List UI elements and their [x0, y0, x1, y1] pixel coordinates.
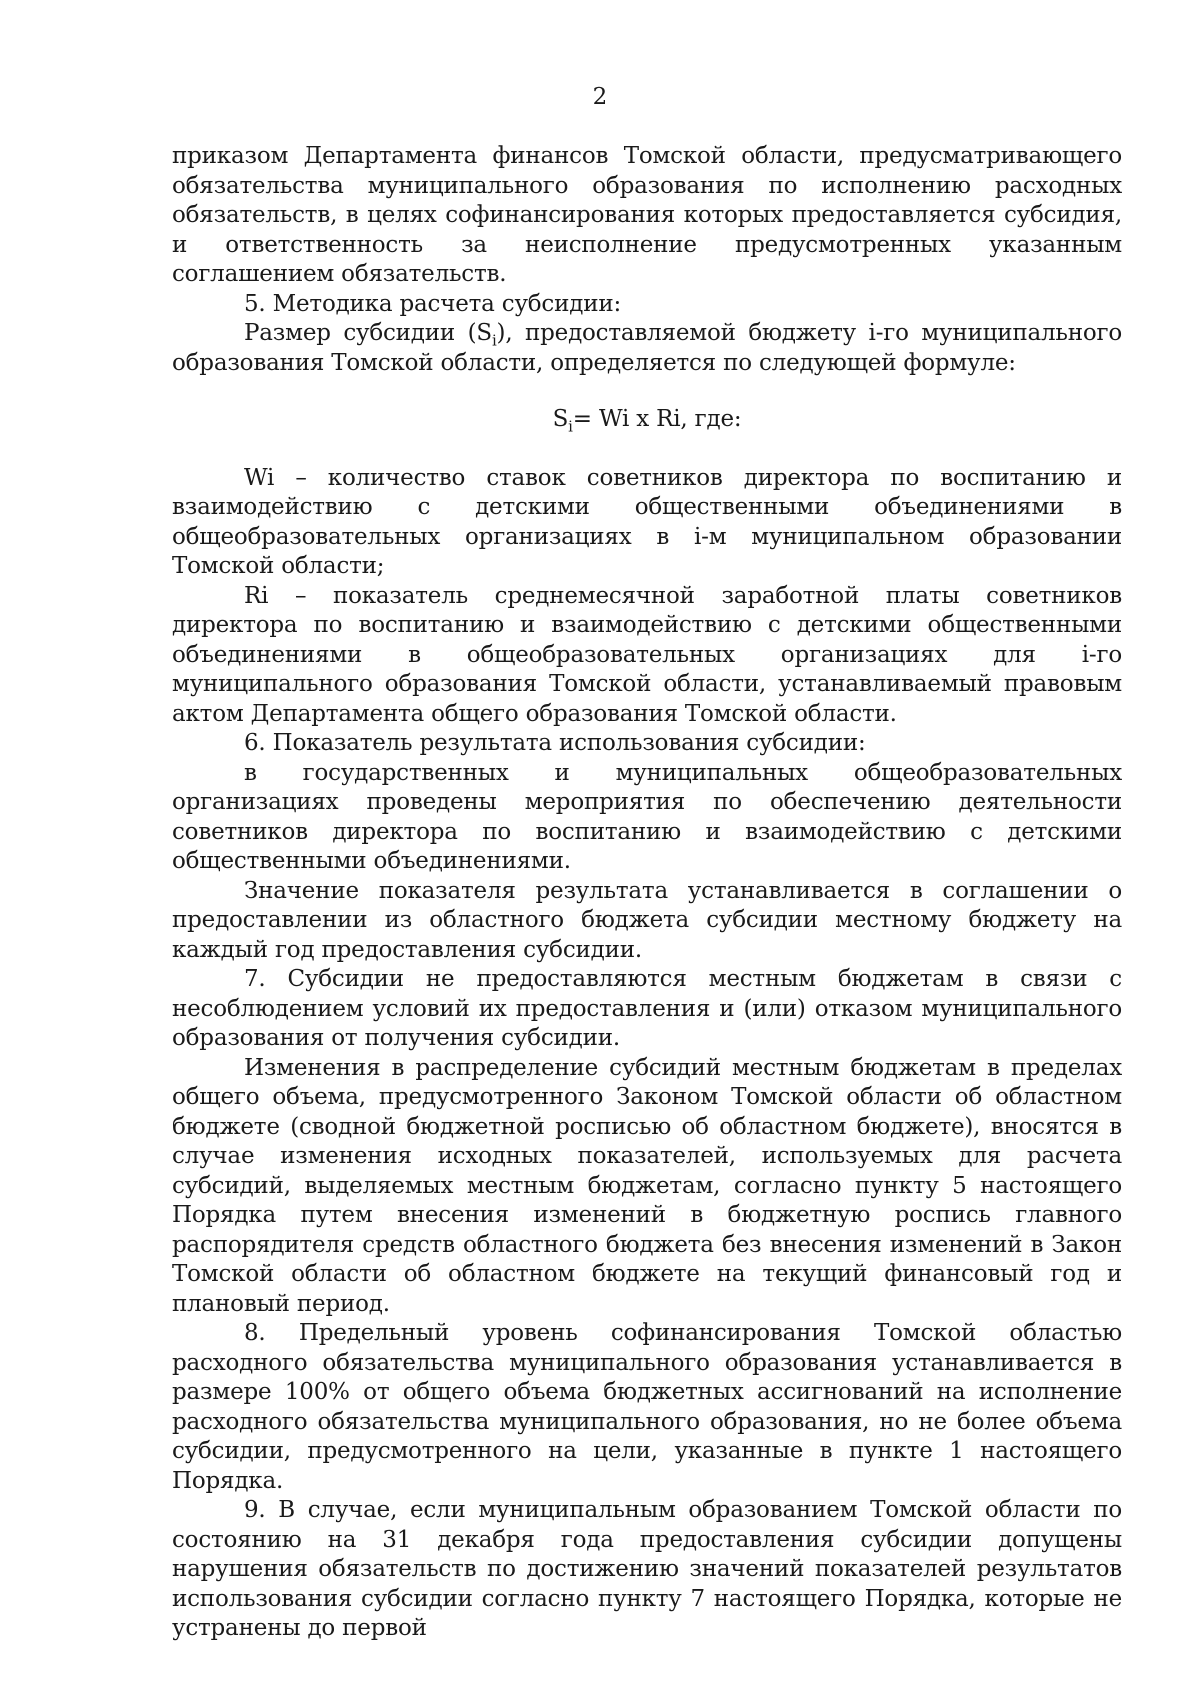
paragraph-subsidy-size [172, 319, 1122, 378]
paragraph-indicator-value: Значение показателя результата устанавливается в соглашении о предоставлении из областного бюджета субсидии местному бюджету на каждый год предоставления субсидии. [172, 877, 1122, 963]
formula-subscript: i [568, 417, 573, 436]
subsidy-size-text-end: ), предоставляемой бюджету i-го муниципального образования Томской области, определяется по следующей формуле: [172, 320, 1122, 376]
paragraph-wi-definition: Wi – количество ставок советников директора по воспитанию и взаимодействию с детскими общественными объединениями в общеобразовательных организациях в i-м муниципальном образовании Томской области; [172, 464, 1122, 579]
section-8-paragraph: 8. Предельный уровень софинансирования Томской областью расходного обязательства муниципального образования устанавливается в размере 100% от общего объема бюджетных ассигнований на исполнение расходного обязательства муниципального образования, но не более объема субсидии, предусмотренного на цели, указанные в пункте 1 настоящего Порядка. [172, 1320, 1122, 1494]
formula-symbol: S [552, 406, 569, 432]
section-6-heading: 6. Показатель результата использования субсидии: [244, 730, 866, 756]
page-number: 2 [592, 84, 608, 110]
section-7-paragraph: 7. Субсидии не предоставляются местным бюджетам в связи с несоблюдением условий их предоставления и (или) отказом муниципального образования от получения субсидии. [172, 966, 1122, 1051]
subsidy-formula [172, 405, 1122, 435]
document-body [172, 142, 1122, 1644]
subsidy-size-text-start: Размер субсидии (S [244, 320, 492, 346]
paragraph-result-indicator: в государственных и муниципальных общеобразовательных организациях проведены мероприятия по обеспечению деятельности советников директора по воспитанию и взаимодействию с детскими общественными объединениями. [172, 759, 1122, 874]
paragraph-agreement-obligations: приказом Департамента финансов Томской области, предусматривающего обязательства муниципального образования по исполнению расходных обязательств, в целях софинансирования которых предоставляется субсидия, и ответственность за неисполнение предусмотренных указанным соглашением обязательств. [172, 143, 1122, 287]
subsidy-size-subscript: i [491, 331, 497, 350]
paragraph-distribution-changes: Изменения в распределение субсидий местным бюджетам в пределах общего объема, предусмотренного Законом Томской области об областном бюджете (сводной бюджетной росписью об областном бюджете), вносятся в случае изменения исходных показателей, используемых для расчета субсидий, выделяемых местным бюджетам, согласно пункту 5 настоящего Порядка путем внесения изменений в бюджетную роспись главного распорядителя средств областного бюджета без внесения изменений в Закон Томской области об областном бюджете на текущий финансовый год и плановый период. [172, 1054, 1122, 1317]
section-9-paragraph: 9. В случае, если муниципальным образованием Томской области по состоянию на 31 декабря года предоставления субсидии допущены нарушения обязательств по достижению значений показателей результатов использования субсидии согласно пункту 7 настоящего Порядка, которые не устранены до первой [172, 1497, 1122, 1641]
paragraph-ri-definition: Ri – показатель среднемесячной заработной платы советников директора по воспитанию и взаимодействию с детскими общественными объединениями в общеобразовательных организациях для i-го муниципального образования Томской области, устанавливаемый правовым актом Департамента общего образования Томской области. [172, 582, 1122, 727]
formula-expression: = Wi x Ri, где: [572, 406, 742, 432]
section-5-heading: 5. Методика расчета субсидии: [244, 290, 622, 317]
